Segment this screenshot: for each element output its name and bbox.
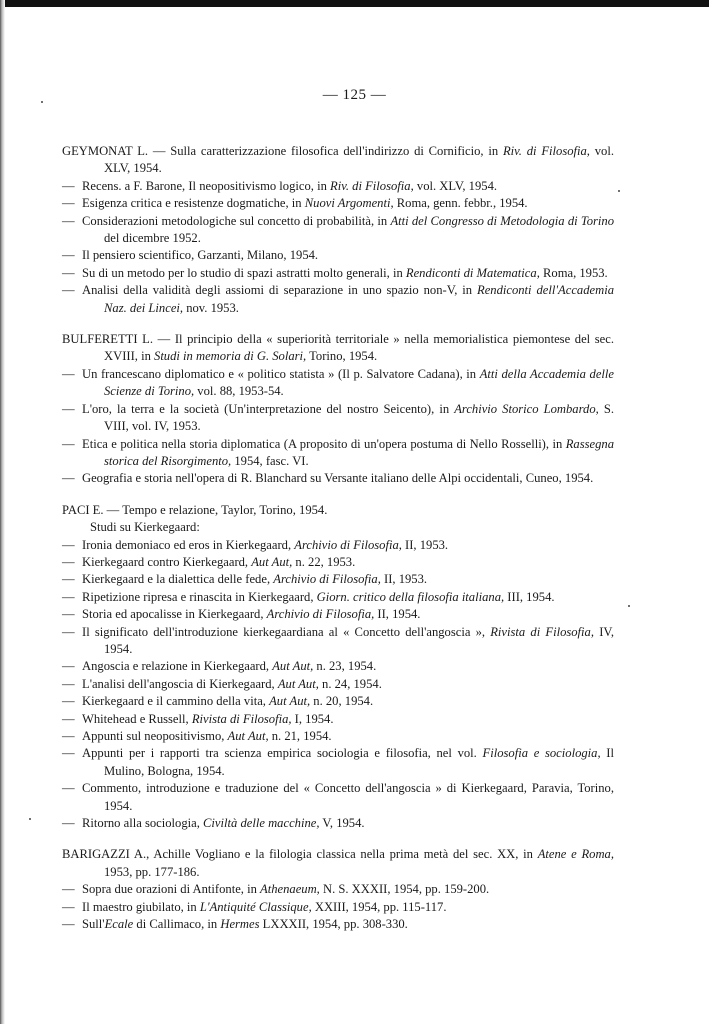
- entry-dash: —: [62, 607, 75, 622]
- citation-title: Hermes: [220, 917, 260, 932]
- citation-title: Aut Aut,: [227, 729, 269, 743]
- bibliography-entry: [62, 676, 614, 693]
- entry-dash: —: [62, 882, 75, 897]
- entry-text: Storia ed apocalisse in Kierkegaard,: [82, 607, 267, 622]
- entry-text: Il pensiero scientifico, Garzanti, Milano, 1954.: [82, 248, 319, 263]
- bibliography-entry: [62, 436, 614, 471]
- bibliography-entry: [62, 624, 614, 659]
- entry-text: S. VIII, vol. IV, 1953.: [104, 401, 614, 434]
- entry-dash: —: [62, 781, 75, 796]
- scan-speck: [29, 818, 31, 820]
- entry-text: BARIGAZZI A., Achille Vogliano e la filologia classica nella prima metà del sec. XX, in: [62, 847, 538, 862]
- entry-text: n. 23, 1954.: [313, 659, 377, 674]
- entry-dash: —: [62, 711, 75, 726]
- bibliography-entry: [62, 745, 614, 780]
- citation-title: Archivio di Filosofia,: [266, 607, 375, 622]
- citation-title: Archivio di Filosofia,: [273, 572, 381, 587]
- bibliography-list: [62, 143, 614, 947]
- entry-dash: —: [62, 178, 75, 193]
- page-number: — 125 —: [322, 87, 387, 103]
- bibliography-section: [62, 143, 614, 317]
- entry-dash: —: [62, 589, 75, 604]
- scan-speck: [618, 190, 620, 192]
- entry-dash: —: [62, 283, 75, 298]
- entry-text: Kierkegaard e il cammino della vita,: [82, 694, 270, 709]
- scan-left-edge: [0, 0, 5, 1024]
- bibliography-entry: [62, 711, 614, 728]
- bibliography-entry: [62, 366, 614, 401]
- bibliography-entry: [62, 265, 614, 282]
- scan-top-border: [0, 0, 709, 7]
- citation-title: Rivista di Filosofia,: [490, 624, 595, 639]
- entry-text: Il maestro giubilato, in: [82, 899, 200, 914]
- entry-text: n. 21, 1954.: [268, 729, 332, 743]
- entry-dash: —: [62, 659, 75, 674]
- entry-text: Studi su Kierkegaard:: [90, 520, 200, 535]
- citation-title: Atti del Congresso di Metodologia di Torino: [390, 213, 614, 228]
- citation-title: Filosofia e sociologia,: [482, 746, 601, 761]
- citation-title: Civiltà delle macchine,: [203, 816, 320, 831]
- entry-dash: —: [62, 265, 75, 280]
- entry-text: LXXXII, 1954, pp. 308-330.: [259, 917, 408, 932]
- scan-speck: [628, 605, 630, 607]
- citation-title: Giorn. critico della filosofia italiana,: [316, 589, 505, 604]
- entry-text: Appunti sul neopositivismo,: [82, 729, 228, 743]
- entry-text: di Callimaco, in: [133, 917, 221, 932]
- citation-title: Archivio Storico Lombardo,: [454, 401, 599, 416]
- citation-title: Aut Aut,: [277, 676, 319, 691]
- citation-title: Riv. di Filosofia,: [330, 178, 414, 193]
- entry-text: Recens. a F. Barone, Il neopositivismo logico, in: [82, 178, 331, 193]
- entry-text: Kierkegaard e la dialettica delle fede,: [82, 572, 274, 587]
- entry-text: Torino, 1954.: [306, 349, 378, 364]
- entry-text: vol. XLV, 1954.: [104, 144, 615, 176]
- bibliography-entry: [62, 571, 614, 588]
- entry-dash: —: [62, 694, 75, 709]
- bibliography-entry: [62, 899, 614, 916]
- citation-title: Aut Aut,: [272, 659, 314, 674]
- bibliography-entry: [62, 606, 614, 623]
- bibliography-entry: [62, 881, 614, 898]
- citation-title: Aut Aut,: [269, 694, 311, 709]
- bibliography-entry: [62, 537, 614, 554]
- entry-text: n. 24, 1954.: [318, 676, 382, 691]
- entry-text: Roma, genn. febbr., 1954.: [393, 196, 528, 211]
- entry-text: Ironia demoniaco ed eros in Kierkegaard,: [82, 537, 295, 552]
- entry-text: V, 1954.: [319, 816, 365, 831]
- entry-dash: —: [62, 537, 75, 552]
- entry-text: L'oro, la terra e la società (Un'interpretazione del nostro Seicento), in: [82, 401, 455, 416]
- bibliography-entry: [62, 846, 614, 881]
- citation-title: L'Antiquité Classique,: [199, 899, 312, 914]
- entry-dash: —: [62, 572, 75, 587]
- entry-text: n. 20, 1954.: [310, 694, 374, 709]
- entry-text: II, 1954.: [374, 607, 421, 622]
- entry-text: Kierkegaard contro Kierkegaard,: [82, 554, 252, 569]
- entry-text: Commento, introduzione e traduzione del « Concetto dell'angoscia » di Kierkegaard, Paravia, Torino, 1954.: [82, 781, 614, 813]
- entry-dash: —: [62, 729, 75, 743]
- citation-title: Archivio di Filosofia,: [294, 537, 402, 552]
- entry-text: vol. 88, 1953-54.: [194, 384, 284, 399]
- entry-dash: —: [62, 554, 75, 569]
- entry-text: Whitehead e Russell,: [82, 711, 192, 726]
- entry-text: Esigenza critica e resistenze dogmatiche, in: [82, 196, 305, 211]
- bibliography-entry: [62, 195, 614, 212]
- entry-text: III, 1954.: [504, 589, 555, 604]
- entry-dash: —: [62, 746, 75, 761]
- entry-text: nov. 1953.: [183, 300, 239, 315]
- citation-title: Athenaeum,: [260, 882, 320, 897]
- citation-title: Atene e Roma,: [537, 847, 614, 862]
- entry-dash: —: [62, 196, 75, 211]
- entry-text: Considerazioni metodologiche sul concetto di probabilità, in: [82, 213, 391, 228]
- entry-text: IV, 1954.: [104, 624, 615, 656]
- bibliography-section: [62, 846, 614, 933]
- entry-text: Un francescano diplomatico e « politico statista » (Il p. Salvatore Cadana), in: [82, 366, 480, 381]
- bibliography-entry: [62, 282, 614, 317]
- bibliography-entry: [62, 554, 614, 571]
- citation-title: Rivista di Filosofia,: [191, 711, 292, 726]
- entry-text: Sopra due orazioni di Antifonte, in: [82, 882, 261, 897]
- entry-text: L'analisi dell'angoscia di Kierkegaard,: [82, 676, 278, 691]
- entry-text: XXIII, 1954, pp. 115-117.: [311, 899, 447, 914]
- entry-text: Il Mulino, Bologna, 1954.: [104, 746, 614, 778]
- entry-dash: —: [62, 899, 75, 914]
- entry-dash: —: [62, 624, 75, 639]
- bibliography-entry: [62, 693, 614, 710]
- entry-text: Analisi della validità degli assiomi di separazione in uno spazio non-V, in: [82, 283, 477, 298]
- entry-dash: —: [62, 366, 75, 381]
- entry-dash: —: [62, 676, 75, 691]
- bibliography-entry: [62, 213, 614, 248]
- entry-text: Etica e politica nella storia diplomatica (A proposito di un'opera postuma di Nello Rosselli), in: [82, 436, 566, 451]
- bibliography-entry: [62, 178, 614, 195]
- entry-dash: —: [62, 471, 75, 486]
- entry-text: N. S. XXXII, 1954, pp. 159-200.: [319, 882, 490, 897]
- entry-text: Geografia e storia nell'opera di R. Blanchard su Versante italiano delle Alpi occidentali, Cuneo, 1954.: [82, 471, 594, 486]
- citation-title: Aut Aut,: [251, 554, 293, 569]
- bibliography-entry: [62, 589, 614, 606]
- subheading: [62, 519, 614, 536]
- bibliography-section: [62, 331, 614, 488]
- entry-text: I, 1954.: [291, 711, 334, 726]
- bibliography-entry: [62, 502, 614, 519]
- entry-text: vol. XLV, 1954.: [413, 178, 498, 193]
- entry-text: 1954, fasc. VI.: [231, 453, 309, 468]
- bibliography-entry: [62, 143, 614, 178]
- bibliography-entry: [62, 247, 614, 264]
- bibliography-entry: [62, 470, 614, 487]
- citation-title: Riv. di Filosofia,: [502, 144, 590, 158]
- citation-title: Nuovi Argomenti,: [304, 196, 394, 211]
- citation-title: Studi in memoria di G. Solari,: [154, 349, 307, 364]
- citation-title: Atti della Accademia delle Scienze di Torino,: [104, 366, 614, 399]
- citation-title: Rendiconti dell'Accademia Naz. dei Lincei,: [104, 283, 615, 315]
- entry-dash: —: [62, 248, 75, 263]
- bibliography-entry: [62, 658, 614, 675]
- entry-text: del dicembre 1952.: [104, 231, 201, 246]
- bibliography-entry: [62, 815, 614, 832]
- bibliography-entry: [62, 331, 614, 366]
- entry-text: Sull': [82, 917, 105, 932]
- bibliography-entry: [62, 728, 614, 745]
- entry-text: Angoscia e relazione in Kierkegaard,: [82, 659, 273, 674]
- entry-text: GEYMONAT L. — Sulla caratterizzazione filosofica dell'indirizzo di Cornificio, in: [62, 144, 503, 158]
- entry-text: Il significato dell'introduzione kierkegaardiana al « Concetto dell'angoscia »,: [82, 624, 491, 639]
- entry-dash: —: [62, 436, 75, 451]
- entry-text: Su di un metodo per lo studio di spazi astratti molto generali, in: [82, 265, 406, 280]
- bibliography-entry: [62, 780, 614, 815]
- entry-text: Roma, 1953.: [539, 265, 608, 280]
- citation-title: Rassegna storica del Risorgimento,: [104, 436, 614, 468]
- entry-text: 1953, pp. 177-186.: [104, 864, 200, 879]
- entry-dash: —: [62, 917, 75, 932]
- entry-text: Ripetizione ripresa e rinascita in Kierkegaard,: [82, 589, 317, 604]
- entry-dash: —: [62, 401, 75, 416]
- bibliography-entry: [62, 401, 614, 436]
- entry-dash: —: [62, 213, 75, 228]
- entry-text: Appunti per i rapporti tra scienza empirica sociologia e filosofia, nel vol.: [82, 746, 483, 761]
- citation-title: Ecale: [104, 917, 134, 932]
- citation-title: Rendiconti di Matematica,: [405, 265, 540, 280]
- entry-text: II, 1953.: [380, 572, 428, 587]
- entry-text: n. 22, 1953.: [292, 554, 356, 569]
- bibliography-entry: [62, 916, 614, 933]
- entry-text: II, 1953.: [401, 537, 449, 552]
- entry-text: BULFERETTI L. — Il principio della « superiorità territoriale » nella memorialistica piemontese del sec. XVIII, in: [62, 332, 614, 364]
- entry-text: Ritorno alla sociologia,: [82, 816, 204, 831]
- entry-dash: —: [62, 816, 75, 831]
- bibliography-section: [62, 502, 614, 833]
- entry-text: PACI E. — Tempo e relazione, Taylor, Torino, 1954.: [62, 502, 328, 517]
